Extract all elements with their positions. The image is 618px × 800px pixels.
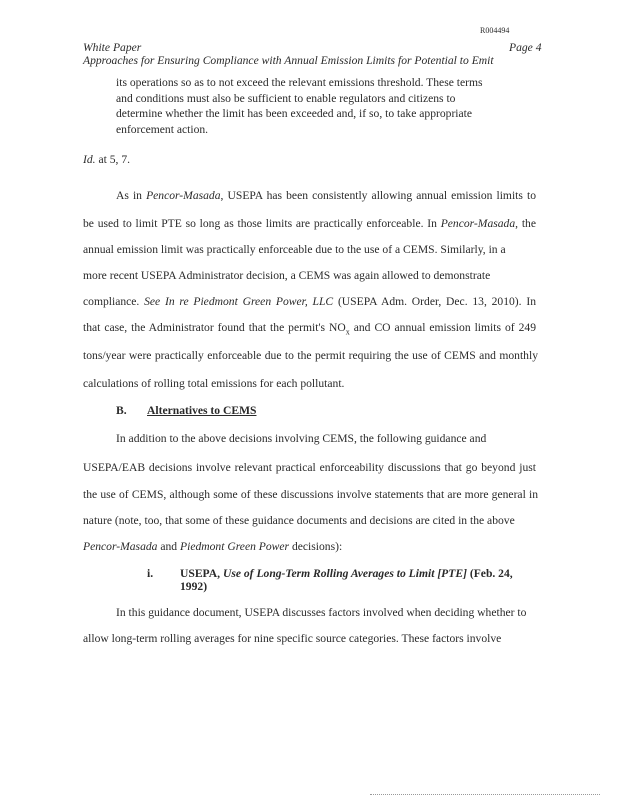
body-line: Pencor-Masada and Piedmont Green Power decisions): bbox=[83, 540, 343, 553]
item-title: USEPA, Use of Long-Term Rolling Averages to Limit [PTE] (Feb. 24, bbox=[180, 567, 513, 580]
body-line: tons/year were practically enforceable due to the permit requiring the use of CEMS and monthly bbox=[83, 349, 538, 362]
header-title: White Paper bbox=[83, 41, 142, 54]
section-number: B. bbox=[116, 404, 127, 417]
body-line: that case, the Administrator found that the permit's $NO_x$ and CO annual emission limits of 249 bbox=[83, 321, 536, 337]
body-line: calculations of rolling total emissions for each pollutant. bbox=[83, 377, 345, 390]
body-line: be used to limit PTE so long as those limits are practically enforceable. In Pencor-Masada, the bbox=[83, 217, 536, 230]
quote-line: determine whether the limit has been exceeded and, if so, to take appropriate bbox=[116, 107, 473, 120]
quote-line: enforcement action. bbox=[116, 123, 209, 136]
body-line: In addition to the above decisions involving CEMS, the following guidance and bbox=[116, 432, 487, 445]
quote-line: its operations so as to not exceed the relevant emissions threshold. These terms bbox=[116, 76, 483, 89]
item-number: i. bbox=[147, 567, 154, 580]
body-line: compliance. See In re Piedmont Green Power, LLC (USEPA Adm. Order, Dec. 13, 2010). In bbox=[83, 295, 536, 308]
body-line: allow long-term rolling averages for nine specific source categories. These factors involve bbox=[83, 632, 502, 645]
item-title-cont: 1992) bbox=[180, 580, 208, 593]
header-subtitle: Approaches for Ensuring Compliance with Annual Emission Limits for Potential to Emit bbox=[83, 54, 494, 67]
body-line: more recent USEPA Administrator decision, a CEMS was again allowed to demonstrate bbox=[83, 269, 491, 282]
citation bbox=[83, 153, 130, 167]
doc-id: R004494 bbox=[480, 26, 510, 35]
citation-id: Id. bbox=[83, 153, 96, 166]
body-line: USEPA/EAB decisions involve relevant practical enforceability discussions that go beyond just bbox=[83, 461, 536, 474]
scan-artifact-divider bbox=[370, 794, 600, 795]
body-line: In this guidance document, USEPA discusses factors involved when deciding whether to bbox=[116, 606, 527, 619]
body-line: nature (note, too, that some of these guidance documents and decisions are cited in the above bbox=[83, 514, 515, 527]
body-line: annual emission limit was practically enforceable due to the use of a CEMS. Similarly, in a bbox=[83, 243, 506, 256]
body-line: the use of CEMS, although some of these discussions involve statements that are more general in bbox=[83, 488, 538, 501]
citation-pages: at 5, 7. bbox=[95, 153, 131, 166]
page-label: Page 4 bbox=[509, 41, 542, 54]
section-heading: Alternatives to CEMS bbox=[147, 404, 257, 417]
body-line: As in Pencor-Masada, USEPA has been consistently allowing annual emission limits to bbox=[116, 189, 536, 202]
quote-line: and conditions must also be sufficient to enable regulators and citizens to bbox=[116, 92, 456, 105]
